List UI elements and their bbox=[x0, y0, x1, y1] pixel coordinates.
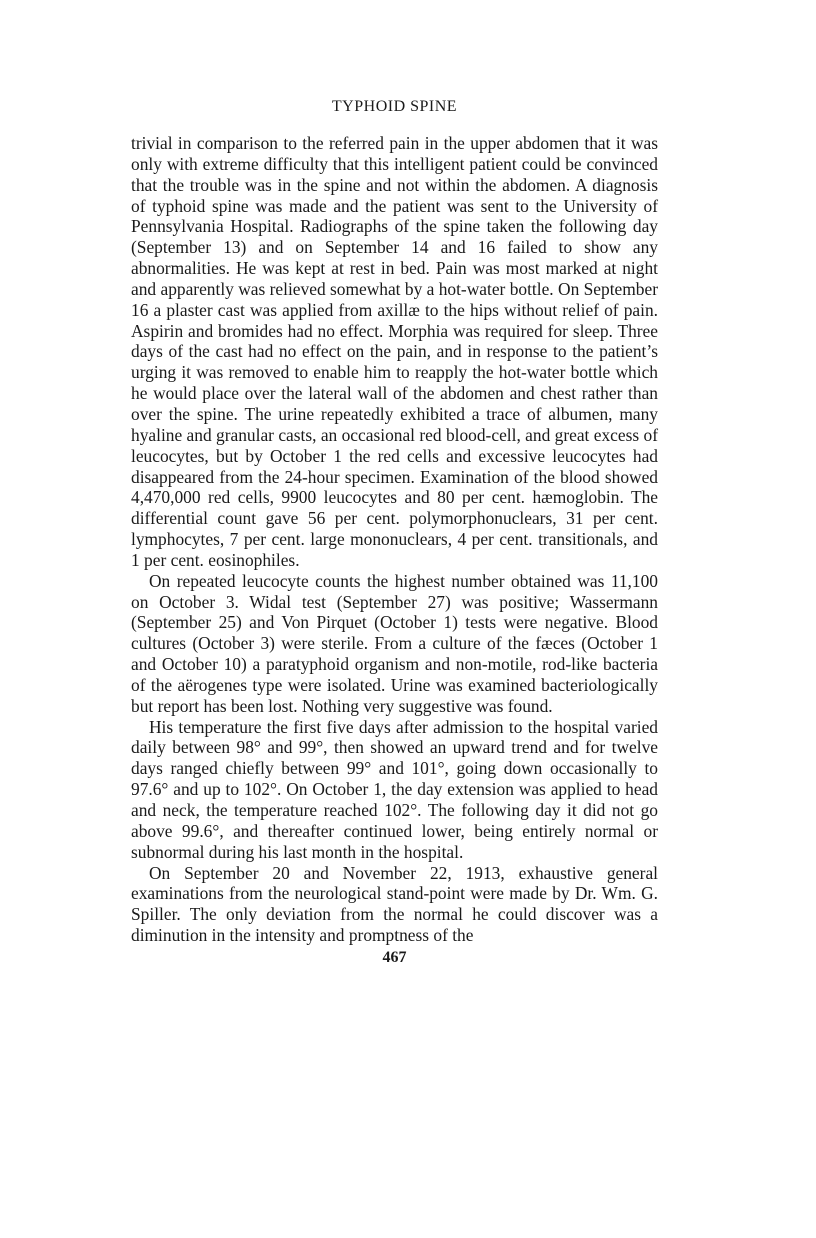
page-number: 467 bbox=[382, 948, 407, 966]
body-paragraph-1: trivial in comparison to the referred pain in the upper abdomen that it was only with extreme difficulty that this intelligent patient could be convinced that the trouble was in the spine and not within the abdomen. A diagnosis of typhoid spine was made and the patient was sent to the University of Pennsylvania Hospital. Radiographs of the spine taken the following day (September 13) and on September 14 and 16 failed to show any abnormalities. He was kept at rest in bed. Pain was most marked at night and apparently was relieved somewhat by a hot-water bottle. On September 16 a plaster cast was applied from axillæ to the hips without relief of pain. Aspirin and bromides had no effect. Morphia was required for sleep. Three days of the cast had no effect on the pain, and in response to the patient’s urging it was removed to enable him to reapply the hot-water bottle which he would place over the lateral wall of the abdomen and chest rather than over the spine. The urine repeatedly exhibited a trace of albumen, many hyaline and granular casts, an occasional red blood-cell, and great excess of leucocytes, but by October 1 the red cells and excessive leucocytes had disappeared from the 24-hour specimen. Examination of the blood showed 4,470,000 red cells, 9900 leucocytes and 80 per cent. hæmoglobin. The differential count gave 56 per cent. polymorphonuclears, 31 per cent. lymphocytes, 7 per cent. large mononuclears, 4 per cent. transitionals, and 1 per cent. eosinophiles. bbox=[131, 133, 658, 570]
running-title: TYPHOID SPINE bbox=[331, 98, 458, 115]
body-paragraph-3: His temperature the first five days after admission to the hospital varied daily between 98° and 99°, then showed an upward trend and for twelve days ranged chiefly between 99° and 101°, going down occasionally to 97.6° and up to 102°. On October 1, the day extension was applied to head and neck, the temperature reached 102°. The following day it did not go above 99.6°, and thereafter continued lower, being entirely normal or subnormal during his last month in the hospital. bbox=[131, 716, 658, 862]
body-paragraph-4: On September 20 and November 22, 1913, exhaustive general examinations from the neurological stand-point were made by Dr. Wm. G. Spiller. The only deviation from the normal he could discover was a diminution in the intensity and promptness of the bbox=[131, 862, 658, 946]
body-paragraph-2: On repeated leucocyte counts the highest number obtained was 11,100 on October 3. Widal test (September 27) was positive; Wassermann (September 25) and Von Pirquet (October 1) tests were negative. Blood cultures (October 3) were sterile. From a culture of the fæces (October 1 and October 10) a paratyphoid organism and non-motile, rod-like bacteria of the aërogenes type were isolated. Urine was examined bacteriologically but report has been lost. Nothing very suggestive was found. bbox=[131, 570, 658, 716]
document-page bbox=[131, 96, 658, 968]
